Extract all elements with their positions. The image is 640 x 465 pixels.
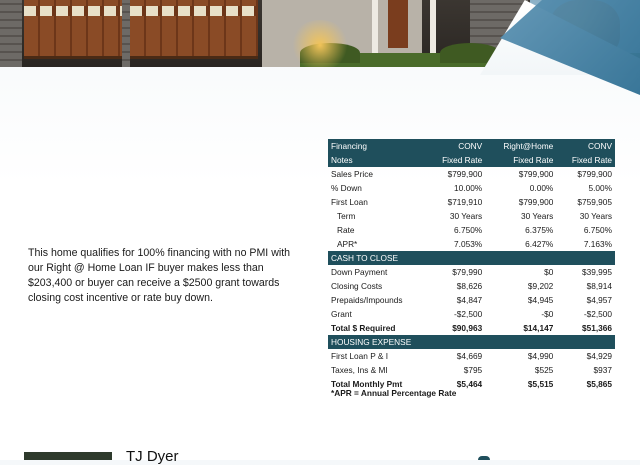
row-value: 30 Years [449,210,483,221]
porch-column [372,0,378,55]
table-row [328,265,615,279]
row-label: Rate [337,224,355,235]
section-title: HOUSING EXPENSE [328,335,615,349]
table-row [328,209,615,223]
row-value: 0.00% [529,182,554,193]
row-value: -$2,500 [583,308,612,319]
row-value: $799,900 [518,168,554,179]
row-value: $4,990 [527,350,554,361]
row-label: Sales Price [331,168,373,179]
row-value: $90,963 [452,322,483,333]
garage-door-right [130,0,258,59]
row-value: 6.375% [525,224,554,235]
row-label: Closing Costs [331,280,383,291]
row-value: $79,990 [452,266,483,277]
table-row [328,363,615,377]
header-cell: Fixed Rate [556,153,615,167]
row-label: Total Monthly Pmt [331,378,403,389]
row-label: Term [337,210,356,221]
row-value: 30 Years [579,210,612,221]
row-value: $795 [463,364,483,375]
row-value: $14,147 [523,322,554,333]
row-label: First Loan P & I [331,350,389,361]
row-value: 10.00% [454,182,483,193]
row-value: $525 [534,364,554,375]
table-row [328,293,615,307]
table-row [328,167,615,181]
section-row [328,335,615,349]
row-value: $5,865 [586,378,612,389]
header-cell: Fixed Rate [427,153,486,167]
agent-photo [24,452,112,460]
table-row [328,181,615,195]
porch-column [430,0,436,55]
row-value: $0 [544,266,554,277]
row-value: $799,900 [577,168,612,179]
row-value: $4,929 [586,350,612,361]
row-value: 6.750% [583,224,612,235]
row-label: Taxes, Ins & MI [331,364,388,375]
section-title: CASH TO CLOSE [328,251,615,265]
row-label: Prepaids/Impounds [331,294,403,305]
landscape-light [290,20,350,67]
row-label: % Down [331,182,362,193]
table-row [328,195,615,209]
row-value: $937 [593,364,612,375]
row-label: Total $ Required [331,322,396,333]
financing-table [328,139,615,391]
stone-pillar [122,0,130,67]
row-value: $5,464 [456,378,483,389]
total-row [328,321,615,335]
row-label: Grant [331,308,352,319]
company-logo [478,456,490,460]
front-door [388,0,408,48]
row-value: $759,905 [577,196,612,207]
row-value: 6.427% [525,238,554,249]
row-value: $8,914 [586,280,612,291]
row-value: -$0 [541,308,554,319]
row-value: $4,669 [456,350,483,361]
row-value: $719,910 [447,196,483,207]
row-value: $4,957 [586,294,612,305]
table-header-row [328,139,615,153]
section-row [328,251,615,265]
agent-name: TJ Dyer [126,448,179,465]
table-row [328,307,615,321]
row-label: APR* [337,238,358,249]
row-label: First Loan [331,196,368,207]
row-value: 30 Years [521,210,554,221]
row-value: $39,995 [582,266,612,277]
garage-door-left [24,0,122,59]
row-label: Down Payment [331,266,388,277]
header-cell: CONV [556,139,615,153]
row-value: $5,515 [527,378,554,389]
row-value: 7.163% [583,238,612,249]
row-value: $4,847 [456,294,483,305]
row-value: $51,366 [582,322,612,333]
header-cell: CONV [427,139,486,153]
table-row [328,237,615,251]
row-value: 6.750% [454,224,483,235]
header-cell: Right@Home [485,139,556,153]
table-row [328,223,615,237]
row-value: $9,202 [527,280,554,291]
row-value: 7.053% [454,238,483,249]
header-cell: Notes [328,153,427,167]
apr-footnote: *APR = Annual Percentage Rate [331,388,457,398]
header-cell: Financing [328,139,427,153]
row-value: $4,945 [527,294,554,305]
row-value: $799,900 [518,196,554,207]
table-row [328,349,615,363]
table-row [328,279,615,293]
row-value: 5.00% [588,182,612,193]
stone-pillar [0,0,22,67]
header-cell: Fixed Rate [485,153,556,167]
row-value: -$2,500 [454,308,483,319]
table-header-row [328,153,615,167]
row-value: $799,900 [447,168,483,179]
financing-description: This home qualifies for 100% financing with no PMI with our Right @ Home Loan IF buyer makes less than $203,400 or buyer can receive a $2500 grant towards closing cost incentive or rate buy down. [28,247,291,304]
row-value: $8,626 [456,280,483,291]
